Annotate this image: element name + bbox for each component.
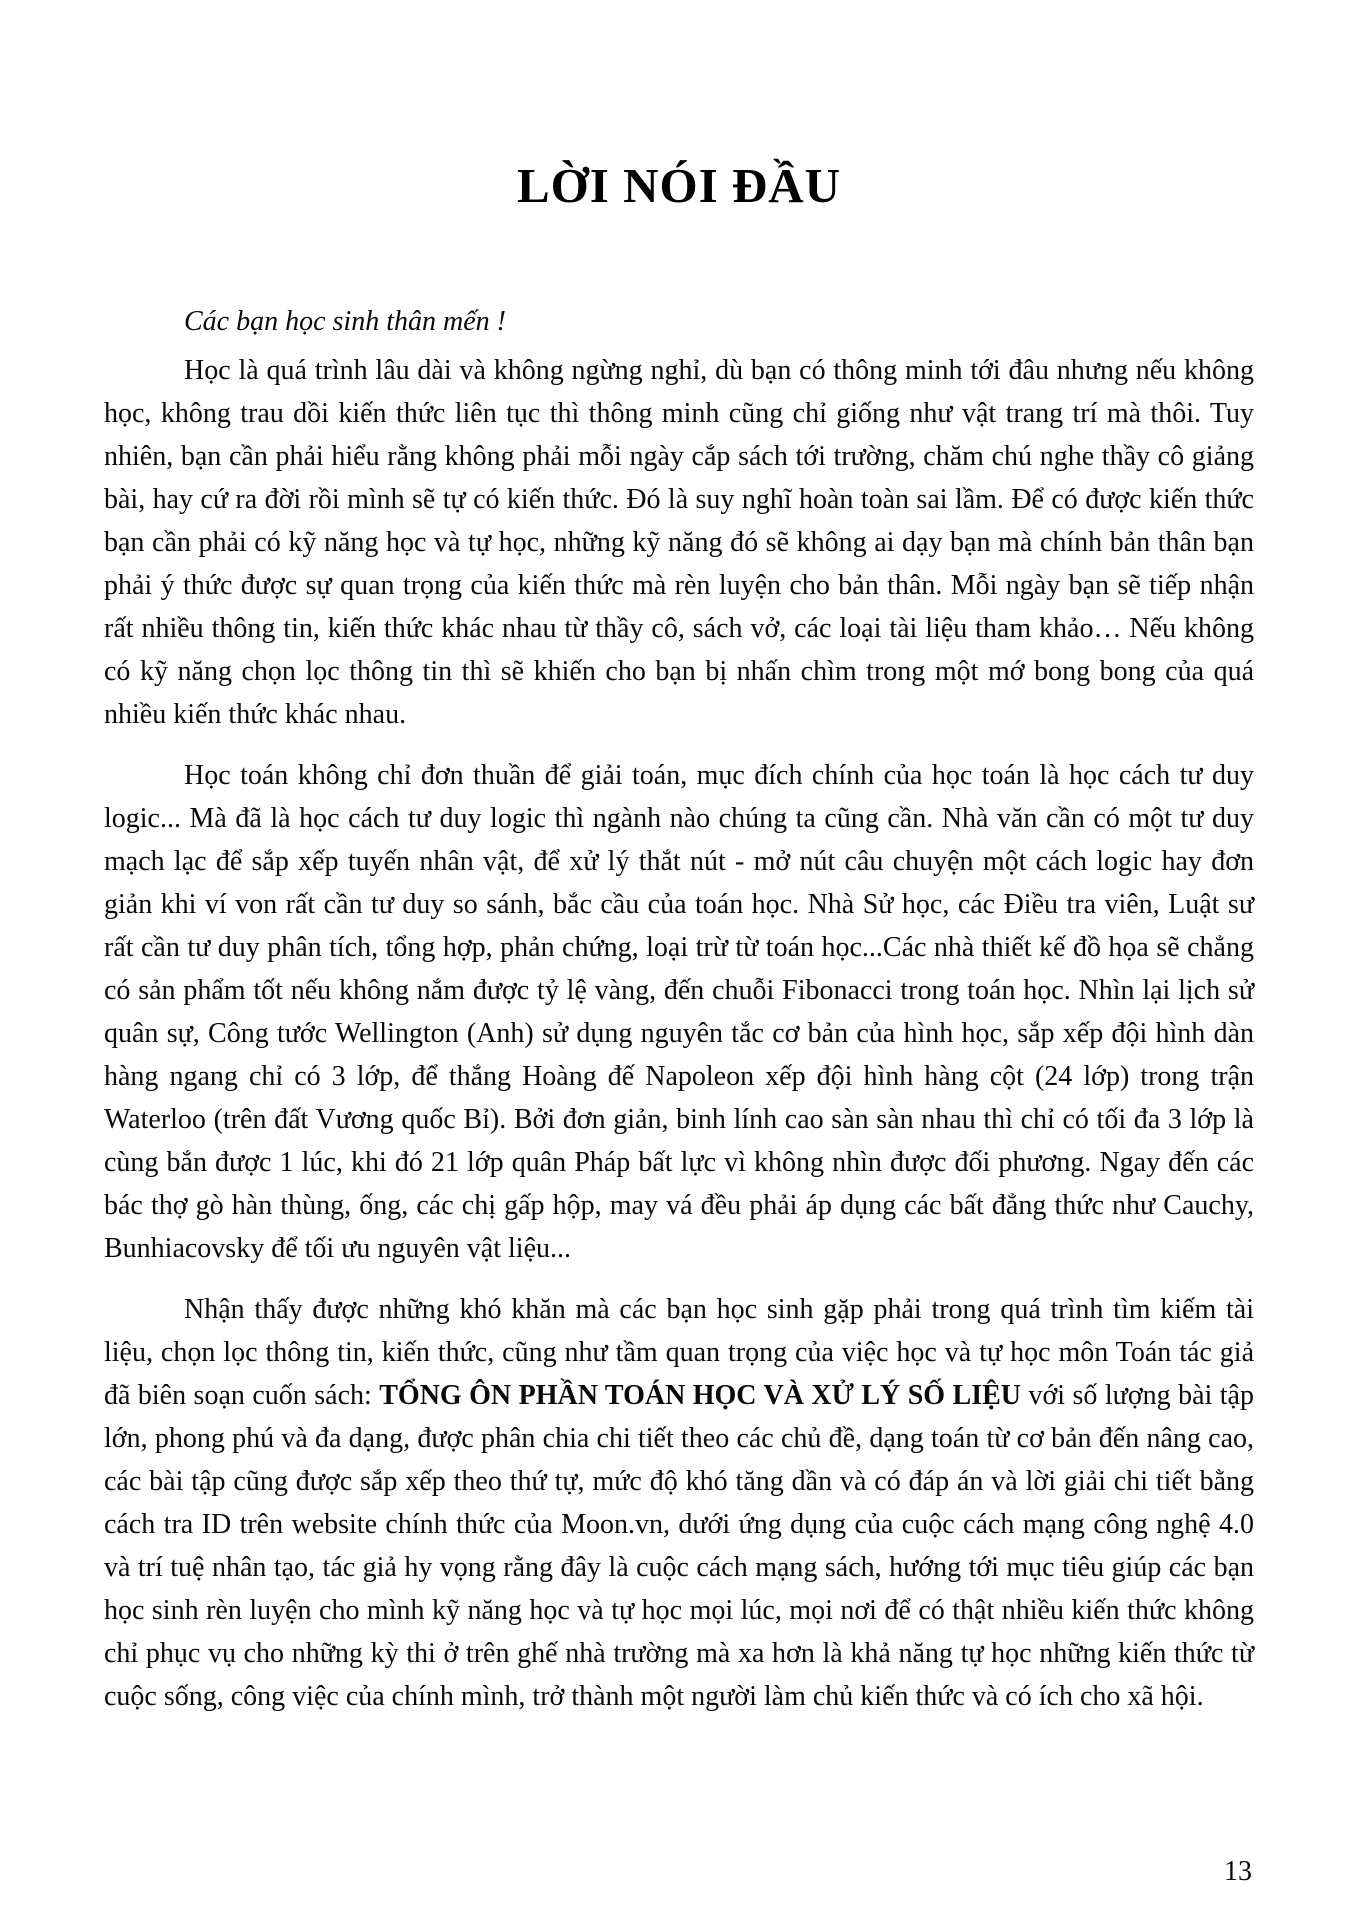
paragraph-3-trailing-text: với số lượng bài tập lớn, phong phú và đa dạng, được phân chia chi tiết theo các chủ đề, dạng toán từ cơ bản đến nâng cao, các bài tập cũng được sắp xếp theo thứ tự, mức độ khó tăng dần và có đáp án và lời giải chi tiết bằng cách tra ID trên website chính thức của Moon.vn, dưới ứng dụng của cuộc cách mạng công nghệ 4.0 và trí tuệ nhân tạo, tác giả hy vọng rằng đây là cuộc cách mạng sách, hướng tới mục tiêu giúp các bạn học sinh rèn luyện cho mình kỹ năng học và tự học mọi lúc, mọi nơi để có thật nhiều kiến thức không chỉ phục vụ cho những kỳ thi ở trên ghế nhà trường mà xa hơn là khả năng tự học những kiến thức từ cuộc sống, công việc của chính mình, trở thành một người làm chủ kiến thức và có ích cho xã hội. <box>104 1380 1254 1713</box>
page-number: 13 <box>1224 1856 1252 1887</box>
book-title-emphasis: TỔNG ÔN PHẦN TOÁN HỌC VÀ XỬ LÝ SỐ LIỆU <box>379 1380 1022 1412</box>
salutation-line: Các bạn học sinh thân mến ! <box>184 306 506 338</box>
paragraph-1: Học là quá trình lâu dài và không ngừng nghỉ, dù bạn có thông minh tới đâu nhưng nếu không học, không trau dồi kiến thức liên tục thì thông minh cũng chỉ giống như vật trang trí mà thôi. Tuy nhiên, bạn cần phải hiểu rằng không phải mỗi ngày cắp sách tới trường, chăm chú nghe thầy cô giảng bài, hay cứ ra đời rồi mình sẽ tự có kiến thức. Đó là suy nghĩ hoàn toàn sai lầm. Để có được kiến thức bạn cần phải có kỹ năng học và tự học, những kỹ năng đó sẽ không ai dạy bạn mà chính bản thân bạn phải ý thức được sự quan trọng của kiến thức mà rèn luyện cho bản thân. Mỗi ngày bạn sẽ tiếp nhận rất nhiều thông tin, kiến thức khác nhau từ thầy cô, sách vở, các loại tài liệu tham khảo… Nếu không có kỹ năng chọn lọc thông tin thì sẽ khiến cho bạn bị nhấn chìm trong một mớ bong bong của quá nhiều kiến thức khác nhau. <box>104 355 1254 731</box>
paragraph-3 <box>104 1288 1254 1718</box>
paragraph-3-lead-text: Nhận thấy được những khó khăn mà các bạn học sinh gặp phải trong quá trình tìm kiếm tài liệu, chọn lọc thông tin, kiến thức, cũng như tầm quan trọng của việc học và tự học môn Toán tác giả đã biên soạn cuốn sách: <box>104 1294 1254 1412</box>
paragraph-2: Học toán không chỉ đơn thuần để giải toán, mục đích chính của học toán là học cách tư duy logic... Mà đã là học cách tư duy logic thì ngành nào chúng ta cũng cần. Nhà văn cần có một tư duy mạch lạc để sắp xếp tuyến nhân vật, để xử lý thắt nút - mở nút câu chuyện một cách logic hay đơn giản khi ví von rất cần tư duy so sánh, bắc cầu của toán học. Nhà Sử học, các Điều tra viên, Luật sư rất cần tư duy phân tích, tổng hợp, phản chứng, loại trừ từ toán học...Các nhà thiết kế đồ họa sẽ chẳng có sản phẩm tốt nếu không nắm được tỷ lệ vàng, đến chuỗi Fibonacci trong toán học. Nhìn lại lịch sử quân sự, Công tước Wellington (Anh) sử dụng nguyên tắc cơ bản của hình học, sắp xếp đội hình dàn hàng ngang chỉ có 3 lớp, để thắng Hoàng đế Napoleon xếp đội hình hàng cột (24 lớp) trong trận Waterloo (trên đất Vương quốc Bỉ). Bởi đơn giản, binh lính cao sàn sàn nhau thì chỉ có tối đa 3 lớp là cùng bắn được 1 lúc, khi đó 21 lớp quân Pháp bất lực vì không nhìn được đối phương. Ngay đến các bác thợ gò hàn thùng, ống, các chị gấp hộp, may vá đều phải áp dụng các bất đẳng thức như Cauchy, Bunhiacovsky để tối ưu nguyên vật liệu... <box>104 760 1254 1265</box>
page-title: LỜI NÓI ĐẦU <box>516 158 842 213</box>
